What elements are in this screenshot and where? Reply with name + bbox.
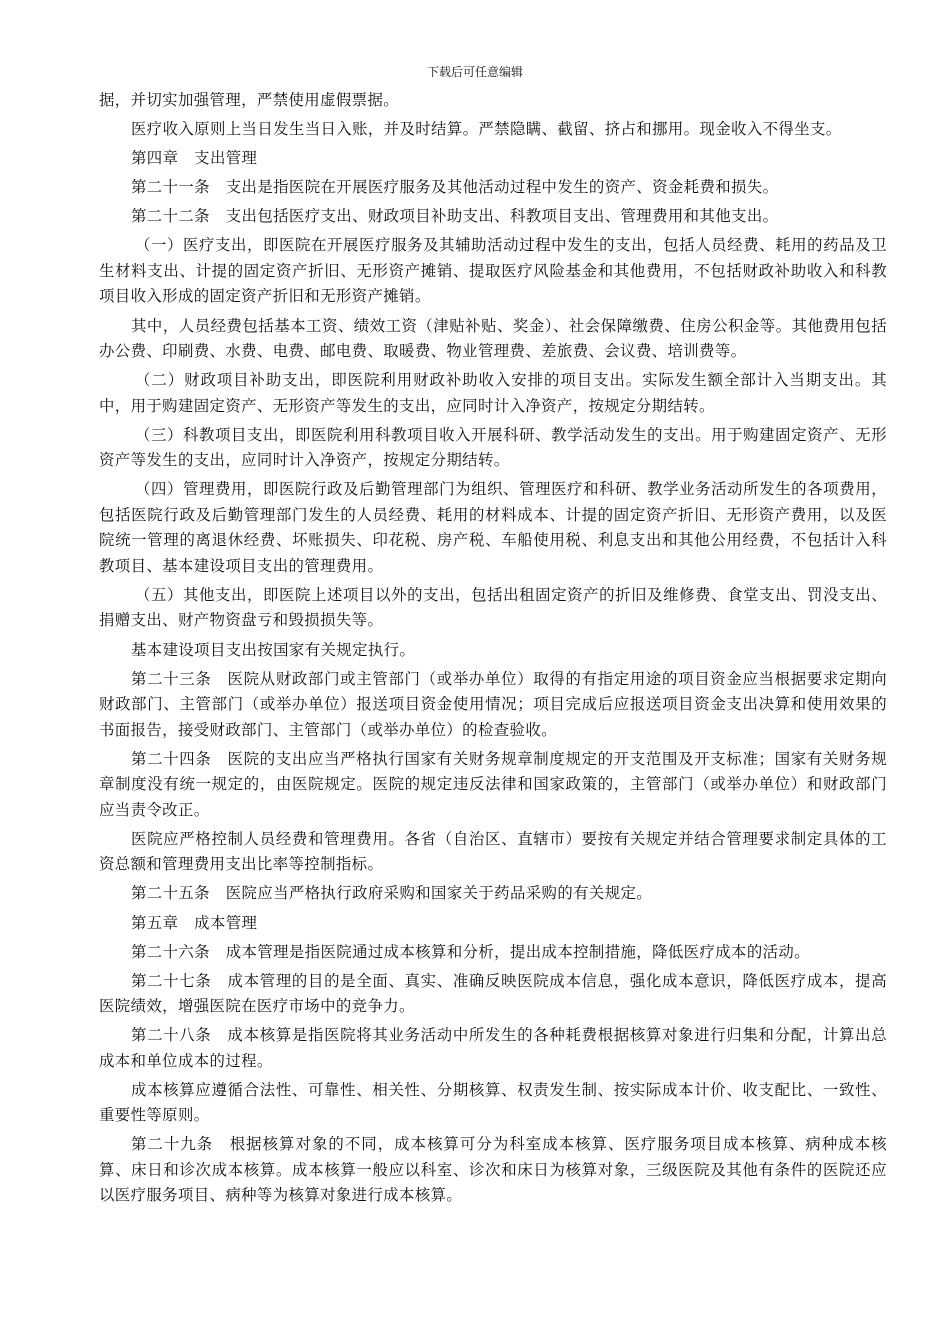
paragraph: 其中，人员经费包括基本工资、绩效工资（津贴补贴、奖金）、社会保障缴费、住房公积金等。其他费用包括办公费、印刷费、水费、电费、邮电费、取暖费、物业管理费、差旅费、会议费、培训费等。 xyxy=(99,316,887,361)
paragraph: （四）管理费用，即医院行政及后勤管理部门为组织、管理医疗和科研、教学业务活动所发生的各项费用，包括医院行政及后勤管理部门发生的人员经费、耗用的材料成本、计提的固定资产折旧、无形资产费用，以及医院统一管理的离退休经费、坏账损失、印花税、房产税、车船使用税、利息支出和其他公用经费，不包括计入科教项目、基本建设项目支出的管理费用。 xyxy=(99,480,887,575)
paragraph: （五）其他支出，即医院上述项目以外的支出，包括出租固定资产的折旧及维修费、食堂支出、罚没支出、捐赠支出、财产物资盘亏和毁损损失等。 xyxy=(99,585,887,630)
paragraph: 第二十二条 支出包括医疗支出、财政项目补助支出、科教项目支出、管理费用和其他支出。 xyxy=(131,207,779,226)
paragraph: （二）财政项目补助支出，即医院利用财政补助收入安排的项目支出。实际发生额全部计入当期支出。其中，用于购建固定资产、无形资产等发生的支出，应同时计入净资产，按规定分期结转。 xyxy=(99,371,887,415)
paragraph: 基本建设项目支出按国家有关规定执行。 xyxy=(131,640,416,659)
page-header: 下载后可任意编辑 xyxy=(426,65,523,79)
paragraph: 第二十四条 医院的支出应当严格执行国家有关财务规章制度规定的开支范围及开支标准；国家有关财务规章制度没有统一规定的，由医院规定。医院的规定违反法律和国家政策的，主管部门（或举办单位）和财政部门应当责令改正。 xyxy=(99,749,887,819)
paragraph: 第四章 支出管理 xyxy=(131,149,258,168)
paragraph: （一）医疗支出，即医院在开展医疗服务及其辅助活动过程中发生的支出，包括人员经费、耗用的药品及卫生材料支出、计提的固定资产折旧、无形资产摊销、提取医疗风险基金和其他费用，不包括财政补助收入和科教项目收入形成的固定资产折旧和无形资产摊销。 xyxy=(99,236,887,306)
paragraph: 医疗收入原则上当日发生当日入账，并及时结算。严禁隐瞒、截留、挤占和挪用。现金收入不得坐支。 xyxy=(131,120,842,139)
paragraph: 成本核算应遵循合法性、可靠性、相关性、分期核算、权责发生制、按实际成本计价、收支配比、一致性、重要性等原则。 xyxy=(99,1080,887,1125)
paragraph: （三）科教项目支出，即医院利用科教项目收入开展科研、教学活动发生的支出。用于购建固定资产、无形资产等发生的支出，应同时计入净资产，按规定分期结转。 xyxy=(99,425,887,470)
paragraph: 第二十九条 根据核算对象的不同，成本核算可分为科室成本核算、医疗服务项目成本核算、病种成本核算、床日和诊次成本核算。成本核算一般应以科室、诊次和床日为核算对象，三级医院及其他有条件的医院还应以医疗服务项目、病种等为核算对象进行成本核算。 xyxy=(99,1135,887,1205)
paragraph: 第五章 成本管理 xyxy=(131,913,258,932)
paragraph: 第二十八条 成本核算是指医院将其业务活动中所发生的各种耗费根据核算对象进行归集和分配，计算出总成本和单位成本的过程。 xyxy=(99,1026,887,1070)
paragraph: 医院应严格控制人员经费和管理费用。各省（自治区、直辖市）要按有关规定并结合管理要求制定具体的工资总额和管理费用支出比率等控制指标。 xyxy=(99,829,887,874)
document-body xyxy=(99,88,887,1213)
paragraph: 据，并切实加强管理，严禁使用虚假票据。 xyxy=(99,91,400,109)
paragraph: 第二十五条 医院应当严格执行政府采购和国家关于药品采购的有关规定。 xyxy=(131,884,653,903)
paragraph: 第二十七条 成本管理的目的是全面、真实、准确反映医院成本信息，强化成本意识，降低医疗成本，提高医院绩效，增强医院在医疗市场中的竞争力。 xyxy=(99,971,887,1016)
paragraph: 第二十三条 医院从财政部门或主管部门（或举办单位）取得的有指定用途的项目资金应当根据要求定期向财政部门、主管部门（或举办单位）报送项目资金使用情况；项目完成后应报送项目资金支出决算和使用效果的书面报告，接受财政部门、主管部门（或举办单位）的检查验收。 xyxy=(99,669,887,739)
paragraph: 第二十一条 支出是指医院在开展医疗服务及其他活动过程中发生的资产、资金耗费和损失。 xyxy=(131,178,779,197)
paragraph: 第二十六条 成本管理是指医院通过成本核算和分析，提出成本控制措施，降低医疗成本的活动。 xyxy=(131,942,810,961)
